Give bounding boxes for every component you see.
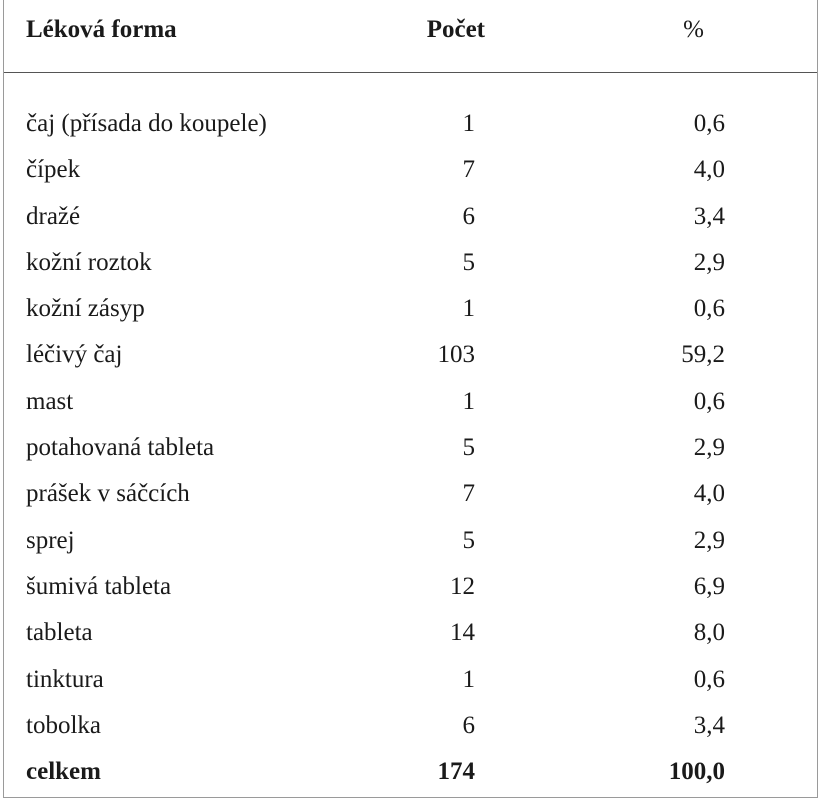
cell-count: 5 — [462, 248, 475, 276]
cell-form: tableta — [26, 619, 93, 647]
cell-count: 12 — [450, 572, 475, 600]
table-row — [4, 567, 817, 613]
cell-form: čípek — [26, 156, 81, 184]
cell-percent: 59,2 — [681, 341, 725, 369]
cell-form: prášek v sáčcích — [26, 480, 190, 508]
table-header — [4, 0, 817, 73]
table-row — [4, 613, 817, 659]
cell-count: 14 — [450, 619, 475, 647]
cell-form: mast — [26, 387, 74, 415]
cell-count: 1 — [462, 665, 475, 693]
cell-percent: 4,0 — [693, 480, 725, 508]
cell-percent: 2,9 — [693, 434, 725, 462]
table-row — [4, 150, 817, 196]
table-row — [4, 660, 817, 706]
table-row — [4, 197, 817, 243]
table-row — [4, 521, 817, 567]
cell-percent: 3,4 — [693, 711, 725, 739]
cell-percent: 6,9 — [693, 572, 725, 600]
cell-percent: 0,6 — [693, 387, 725, 415]
cell-count: 5 — [462, 434, 475, 462]
table-row — [4, 243, 817, 289]
total-row — [4, 752, 817, 798]
cell-form: dražé — [26, 202, 81, 230]
cell-form: tinktura — [26, 665, 104, 693]
cell-form: sprej — [26, 526, 75, 554]
cell-percent: 0,6 — [693, 295, 725, 323]
cell-count: 6 — [462, 711, 475, 739]
cell-percent: 100,0 — [668, 758, 725, 786]
cell-form: kožní roztok — [26, 248, 152, 276]
table-row — [4, 289, 817, 335]
table-row — [4, 428, 817, 474]
cell-form: tobolka — [26, 711, 101, 739]
header-form: Léková forma — [26, 16, 177, 43]
cell-count: 1 — [462, 387, 475, 415]
cell-count: 1 — [462, 295, 475, 323]
table-row — [4, 706, 817, 752]
cell-percent: 2,9 — [693, 248, 725, 276]
cell-form: šumivá tableta — [26, 572, 172, 600]
table-row — [4, 104, 817, 150]
cell-form: kožní zásyp — [26, 295, 145, 323]
cell-percent: 2,9 — [693, 526, 725, 554]
cell-percent: 0,6 — [693, 665, 725, 693]
table-row — [4, 335, 817, 381]
cell-percent: 4,0 — [693, 156, 725, 184]
cell-count: 6 — [462, 202, 475, 230]
header-count: Počet — [426, 16, 485, 43]
header-percent: % — [683, 16, 704, 43]
cell-form: léčivý čaj — [26, 341, 123, 369]
cell-count: 1 — [462, 110, 475, 137]
cell-count: 5 — [462, 526, 475, 554]
cell-percent: 8,0 — [693, 619, 725, 647]
table-row — [4, 382, 817, 428]
table-body — [4, 104, 817, 798]
cell-percent: 0,6 — [693, 110, 725, 137]
cell-percent: 3,4 — [693, 202, 725, 230]
cell-count: 174 — [437, 758, 475, 786]
cell-count: 7 — [462, 156, 475, 184]
cell-count: 7 — [462, 480, 475, 508]
cell-form: celkem — [26, 758, 101, 786]
cell-form: čaj (přísada do koupele) — [26, 110, 267, 137]
dosage-form-table — [3, 0, 818, 798]
cell-count: 103 — [437, 341, 475, 369]
cell-form: potahovaná tableta — [26, 434, 215, 462]
table-row — [4, 474, 817, 520]
